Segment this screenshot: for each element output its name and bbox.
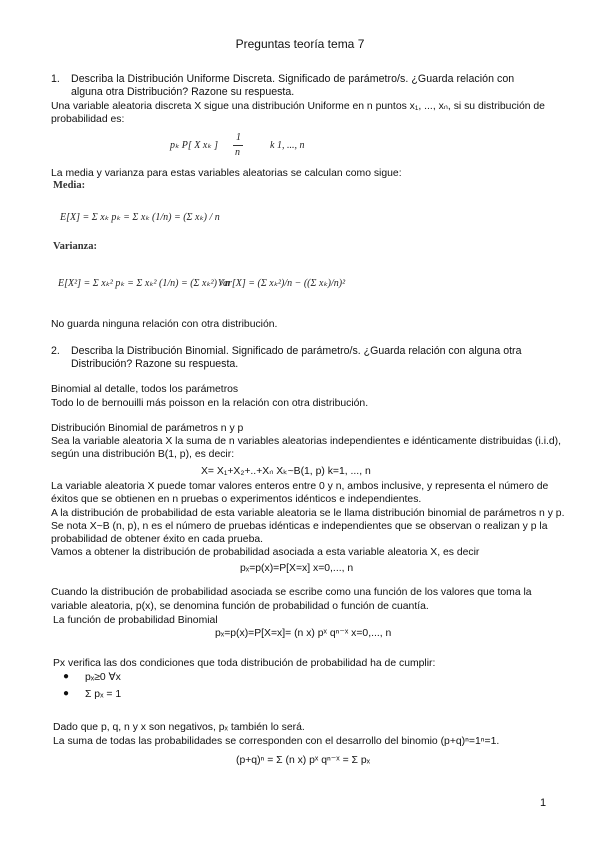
question-1-line-1: Describa la Distribución Uniforme Discreta. Significado de parámetro/s. ¿Guarda relación con <box>71 73 515 85</box>
uniform-formula-lhs: pₖ P[ X xₖ ] <box>170 140 218 151</box>
media-label: Media: <box>53 180 86 191</box>
varianza-label: Varianza: <box>53 241 97 252</box>
page-number: 1 <box>540 797 547 809</box>
sum-note: La suma de todas las probabilidades se corresponden con el desarrollo del binomio (p+q)ⁿ=1ⁿ=1. <box>53 736 500 747</box>
condition-2: Σ pₓ = 1 <box>85 689 122 700</box>
binomial-def-line-2: según una distribución B(1, p), es decir: <box>51 449 235 460</box>
binomial-values-line-6: Vamos a obtener la distribución de probabilidad asociada a esta variable aleatoria X, es decir <box>51 547 480 558</box>
binomial-values-line-1: La variable aleatoria X puede tomar valores enteros entre 0 y n, ambos inclusive, y representa el número de <box>51 481 549 492</box>
binomial-values-line-3: A la distribución de probabilidad de esta variable aleatoria se le llama distribución binomial de parámetros n y p. <box>51 508 565 519</box>
mean-variance-intro: La media y varianza para estas variables aleatorias se calculan como sigue: <box>51 168 402 179</box>
condition-1: pₓ≥0 ∀x <box>85 672 121 683</box>
uniform-formula-fraction-bar <box>233 145 243 146</box>
binomial-values-line-5: probabilidad de obtener éxito en cada prueba. <box>51 534 264 545</box>
question-1-line-2: alguna otra Distribución? Razone su respuesta. <box>71 86 295 98</box>
bullet-dot-2: ● <box>63 688 70 699</box>
varianza-formula-var: Var[X] = (Σ xₖ²)/n − ((Σ xₖ)/n)² <box>218 278 346 289</box>
question-2-line-1: Describa la Distribución Binomial. Significado de parámetro/s. ¿Guarda relación con alguna otra <box>71 345 522 357</box>
bullet-dot-1: ● <box>63 671 70 682</box>
question-2-line-2: Distribución? Razone su respuesta. <box>71 358 239 370</box>
no-relation-text: No guarda ninguna relación con otra distribución. <box>51 319 278 330</box>
binomial-px-formula: pₓ=p(x)=P[X=x] x=0,..., n <box>240 563 354 574</box>
uniform-formula-numerator: 1 <box>236 132 241 143</box>
uniform-def-line-2: probabilidad es: <box>51 114 125 125</box>
binomial-detail-note: Binomial al detalle, todos los parámetros <box>51 384 239 395</box>
binomial-heading: Distribución Binomial de parámetros n y p <box>51 423 244 434</box>
binomial-values-line-4: Se nota X~B (n, p), n es el número de pruebas idénticas e independientes que se observan o realizan y p la <box>51 521 548 532</box>
binomial-expansion-formula: (p+q)ⁿ = Σ (n x) pˣ qⁿ⁻ˣ = Σ pₓ <box>236 755 371 766</box>
uniform-formula-range: k 1, ..., n <box>270 140 305 151</box>
question-1-number: 1. <box>51 73 60 85</box>
bernouilli-note: Todo lo de bernouilli más poisson en la relación con otra distribución. <box>51 398 369 409</box>
nonnegative-note: Dado que p, q, n y x son negativos, pₓ también lo será. <box>53 722 305 733</box>
uniform-def-line-1: Una variable aleatoria discreta X sigue una distribución Uniforme en n puntos x₁, ..., xₙ, si su distribución de <box>51 101 545 112</box>
page-title: Preguntas teoría tema 7 <box>235 37 365 51</box>
binomial-def-line-1: Sea la variable aleatoria X la suma de n variables aleatorias independientes e idénticamente distribuidas (i.i.d), <box>51 436 562 447</box>
uniform-formula-denominator: n <box>235 147 240 158</box>
question-2-number: 2. <box>51 345 60 357</box>
binomial-values-line-2: éxitos que se obtienen en n pruebas o experimentos idénticos e independientes. <box>51 494 422 505</box>
conditions-intro: Px verifica las dos condiciones que toda distribución de probabilidad ha de cumplir: <box>53 658 436 669</box>
binomial-sum-formula: X= X₁+X₂+..+Xₙ Xₖ~B(1, p) k=1, ..., n <box>201 466 371 477</box>
binomial-pmf-formula: pₓ=p(x)=P[X=x]= (n x) pˣ qⁿ⁻ˣ x=0,..., n <box>215 628 392 639</box>
cuantia-line-3: La función de probabilidad Binomial <box>53 615 218 626</box>
cuantia-line-1: Cuando la distribución de probabilidad asociada se escribe como una función de los valores que toma la <box>51 587 532 598</box>
media-formula: E[X] = Σ xₖ pₖ = Σ xₖ (1/n) = (Σ xₖ) / n <box>60 212 220 223</box>
cuantia-line-2: variable aleatoria, p(x), se denomina función de probabilidad o función de cuantía. <box>51 601 429 612</box>
varianza-formula-ex2: E[X²] = Σ xₖ² pₖ = Σ xₖ² (1/n) = (Σ xₖ²) / n <box>58 278 230 289</box>
